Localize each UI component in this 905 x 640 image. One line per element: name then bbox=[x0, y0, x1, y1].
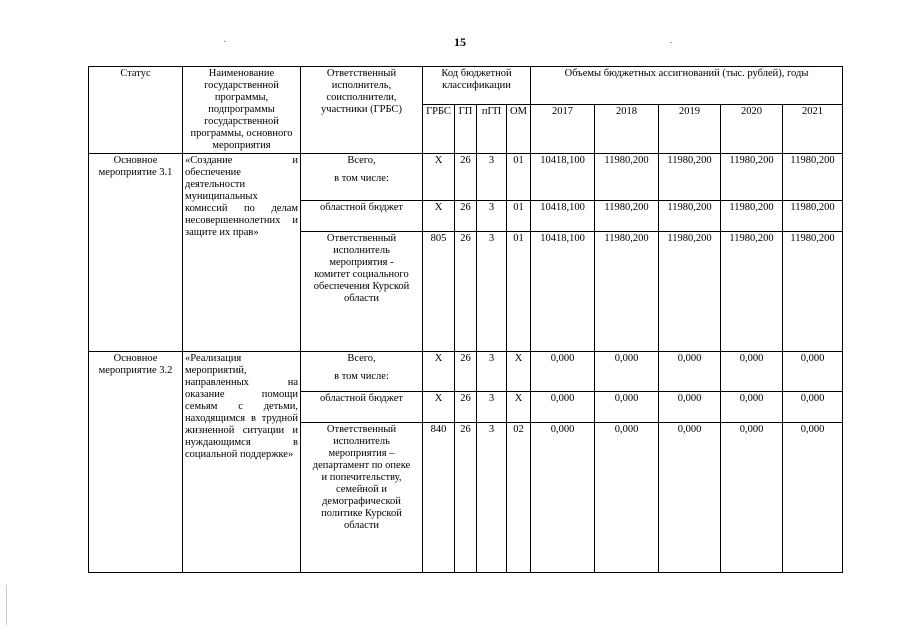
name-header: Наименование государственной программы, подпрограммы государственной программы, основного мероприятия bbox=[183, 67, 301, 154]
value-cell: 0,000 bbox=[595, 352, 659, 392]
value-cell: 11980,200 bbox=[595, 154, 659, 201]
pgp-cell: 3 bbox=[477, 232, 507, 352]
value-cell: 10418,100 bbox=[531, 232, 595, 352]
responsible-cell bbox=[301, 154, 423, 201]
value-cell: 0,000 bbox=[783, 392, 843, 423]
value-cell: 0,000 bbox=[531, 352, 595, 392]
scan-speck bbox=[670, 42, 672, 43]
responsible-cell: областной бюджет bbox=[301, 201, 423, 232]
gp-cell: 26 bbox=[455, 154, 477, 201]
pgp-cell: 3 bbox=[477, 201, 507, 232]
responsible-cell bbox=[301, 352, 423, 392]
value-cell: 0,000 bbox=[595, 392, 659, 423]
year-2019: 2019 bbox=[659, 105, 721, 154]
value-cell: 0,000 bbox=[659, 423, 721, 573]
value-cell: 11980,200 bbox=[721, 154, 783, 201]
om-cell: 02 bbox=[507, 423, 531, 573]
gp-cell: 26 bbox=[455, 352, 477, 392]
table-row bbox=[89, 352, 843, 392]
responsible-cell: областной бюджет bbox=[301, 392, 423, 423]
grbs-cell: Х bbox=[423, 392, 455, 423]
value-cell: 0,000 bbox=[531, 423, 595, 573]
responsible-text: в том числе: bbox=[334, 371, 389, 382]
pgp-cell: 3 bbox=[477, 392, 507, 423]
responsible-text: Всего, bbox=[347, 353, 376, 364]
responsible-cell: Ответственный исполнитель мероприятия – департамент по опеке и попечительству, семейной и демографической политике Курской области bbox=[301, 423, 423, 573]
value-cell: 11980,200 bbox=[721, 232, 783, 352]
value-cell: 0,000 bbox=[721, 392, 783, 423]
year-2018: 2018 bbox=[595, 105, 659, 154]
header-row bbox=[89, 67, 843, 105]
value-cell: 11980,200 bbox=[595, 201, 659, 232]
value-cell: 11980,200 bbox=[721, 201, 783, 232]
value-cell: 10418,100 bbox=[531, 154, 595, 201]
value-cell: 0,000 bbox=[783, 423, 843, 573]
gp-cell: 26 bbox=[455, 232, 477, 352]
status-cell: Основное мероприятие 3.2 bbox=[89, 352, 183, 573]
responsible-cell: Ответственный исполнитель мероприятия - комитет социального обеспечения Курской области bbox=[301, 232, 423, 352]
activity-name-cell: «Создание и обеспечение деятельности муниципальных комиссий по делам несовершеннолетних и защите их прав» bbox=[183, 154, 301, 352]
gp-cell: 26 bbox=[455, 392, 477, 423]
pgp-cell: 3 bbox=[477, 154, 507, 201]
scan-speck bbox=[6, 585, 7, 625]
grbs-cell: Х bbox=[423, 352, 455, 392]
value-cell: 0,000 bbox=[595, 423, 659, 573]
code-col-pgp: пГП bbox=[477, 105, 507, 154]
year-2017: 2017 bbox=[531, 105, 595, 154]
value-cell: 11980,200 bbox=[659, 232, 721, 352]
gp-cell: 26 bbox=[455, 201, 477, 232]
value-cell: 10418,100 bbox=[531, 201, 595, 232]
om-cell: 01 bbox=[507, 232, 531, 352]
pgp-cell: 3 bbox=[477, 423, 507, 573]
code-col-grbs: ГРБС bbox=[423, 105, 455, 154]
code-col-gp: ГП bbox=[455, 105, 477, 154]
year-2021: 2021 bbox=[783, 105, 843, 154]
value-cell: 0,000 bbox=[783, 352, 843, 392]
responsible-text: Всего, bbox=[347, 155, 376, 166]
om-cell: 01 bbox=[507, 154, 531, 201]
gp-cell: 26 bbox=[455, 423, 477, 573]
budget-code-header: Код бюджетной классификации bbox=[423, 67, 531, 105]
value-cell: 11980,200 bbox=[659, 154, 721, 201]
value-cell: 0,000 bbox=[721, 423, 783, 573]
value-cell: 0,000 bbox=[659, 392, 721, 423]
value-cell: 11980,200 bbox=[659, 201, 721, 232]
om-cell: 01 bbox=[507, 201, 531, 232]
value-cell: 0,000 bbox=[659, 352, 721, 392]
value-cell: 11980,200 bbox=[783, 154, 843, 201]
year-2020: 2020 bbox=[721, 105, 783, 154]
activity-name-cell: «Реализация мероприятий, направленных на оказание помощи семьям с детьми, находящимся в трудной жизненной ситуации и нуждающимся в социальной поддержке» bbox=[183, 352, 301, 573]
value-cell: 0,000 bbox=[721, 352, 783, 392]
value-cell: 11980,200 bbox=[783, 232, 843, 352]
pgp-cell: 3 bbox=[477, 352, 507, 392]
grbs-cell: Х bbox=[423, 154, 455, 201]
grbs-cell: 805 bbox=[423, 232, 455, 352]
grbs-cell: Х bbox=[423, 201, 455, 232]
table-row bbox=[89, 154, 843, 201]
responsible-text: в том числе: bbox=[334, 173, 389, 184]
om-cell: Х bbox=[507, 392, 531, 423]
status-header: Статус bbox=[89, 67, 183, 154]
grbs-cell: 840 bbox=[423, 423, 455, 573]
volumes-header: Объемы бюджетных ассигнований (тыс. рублей), годы bbox=[531, 67, 843, 105]
value-cell: 0,000 bbox=[531, 392, 595, 423]
code-col-om: ОМ bbox=[507, 105, 531, 154]
page-number: 15 bbox=[454, 35, 466, 49]
budget-table bbox=[88, 66, 843, 573]
status-cell: Основное мероприятие 3.1 bbox=[89, 154, 183, 352]
value-cell: 11980,200 bbox=[783, 201, 843, 232]
scan-speck bbox=[224, 41, 226, 42]
om-cell: Х bbox=[507, 352, 531, 392]
responsible-header: Ответственный исполнитель, соисполнители, участники (ГРБС) bbox=[301, 67, 423, 154]
value-cell: 11980,200 bbox=[595, 232, 659, 352]
